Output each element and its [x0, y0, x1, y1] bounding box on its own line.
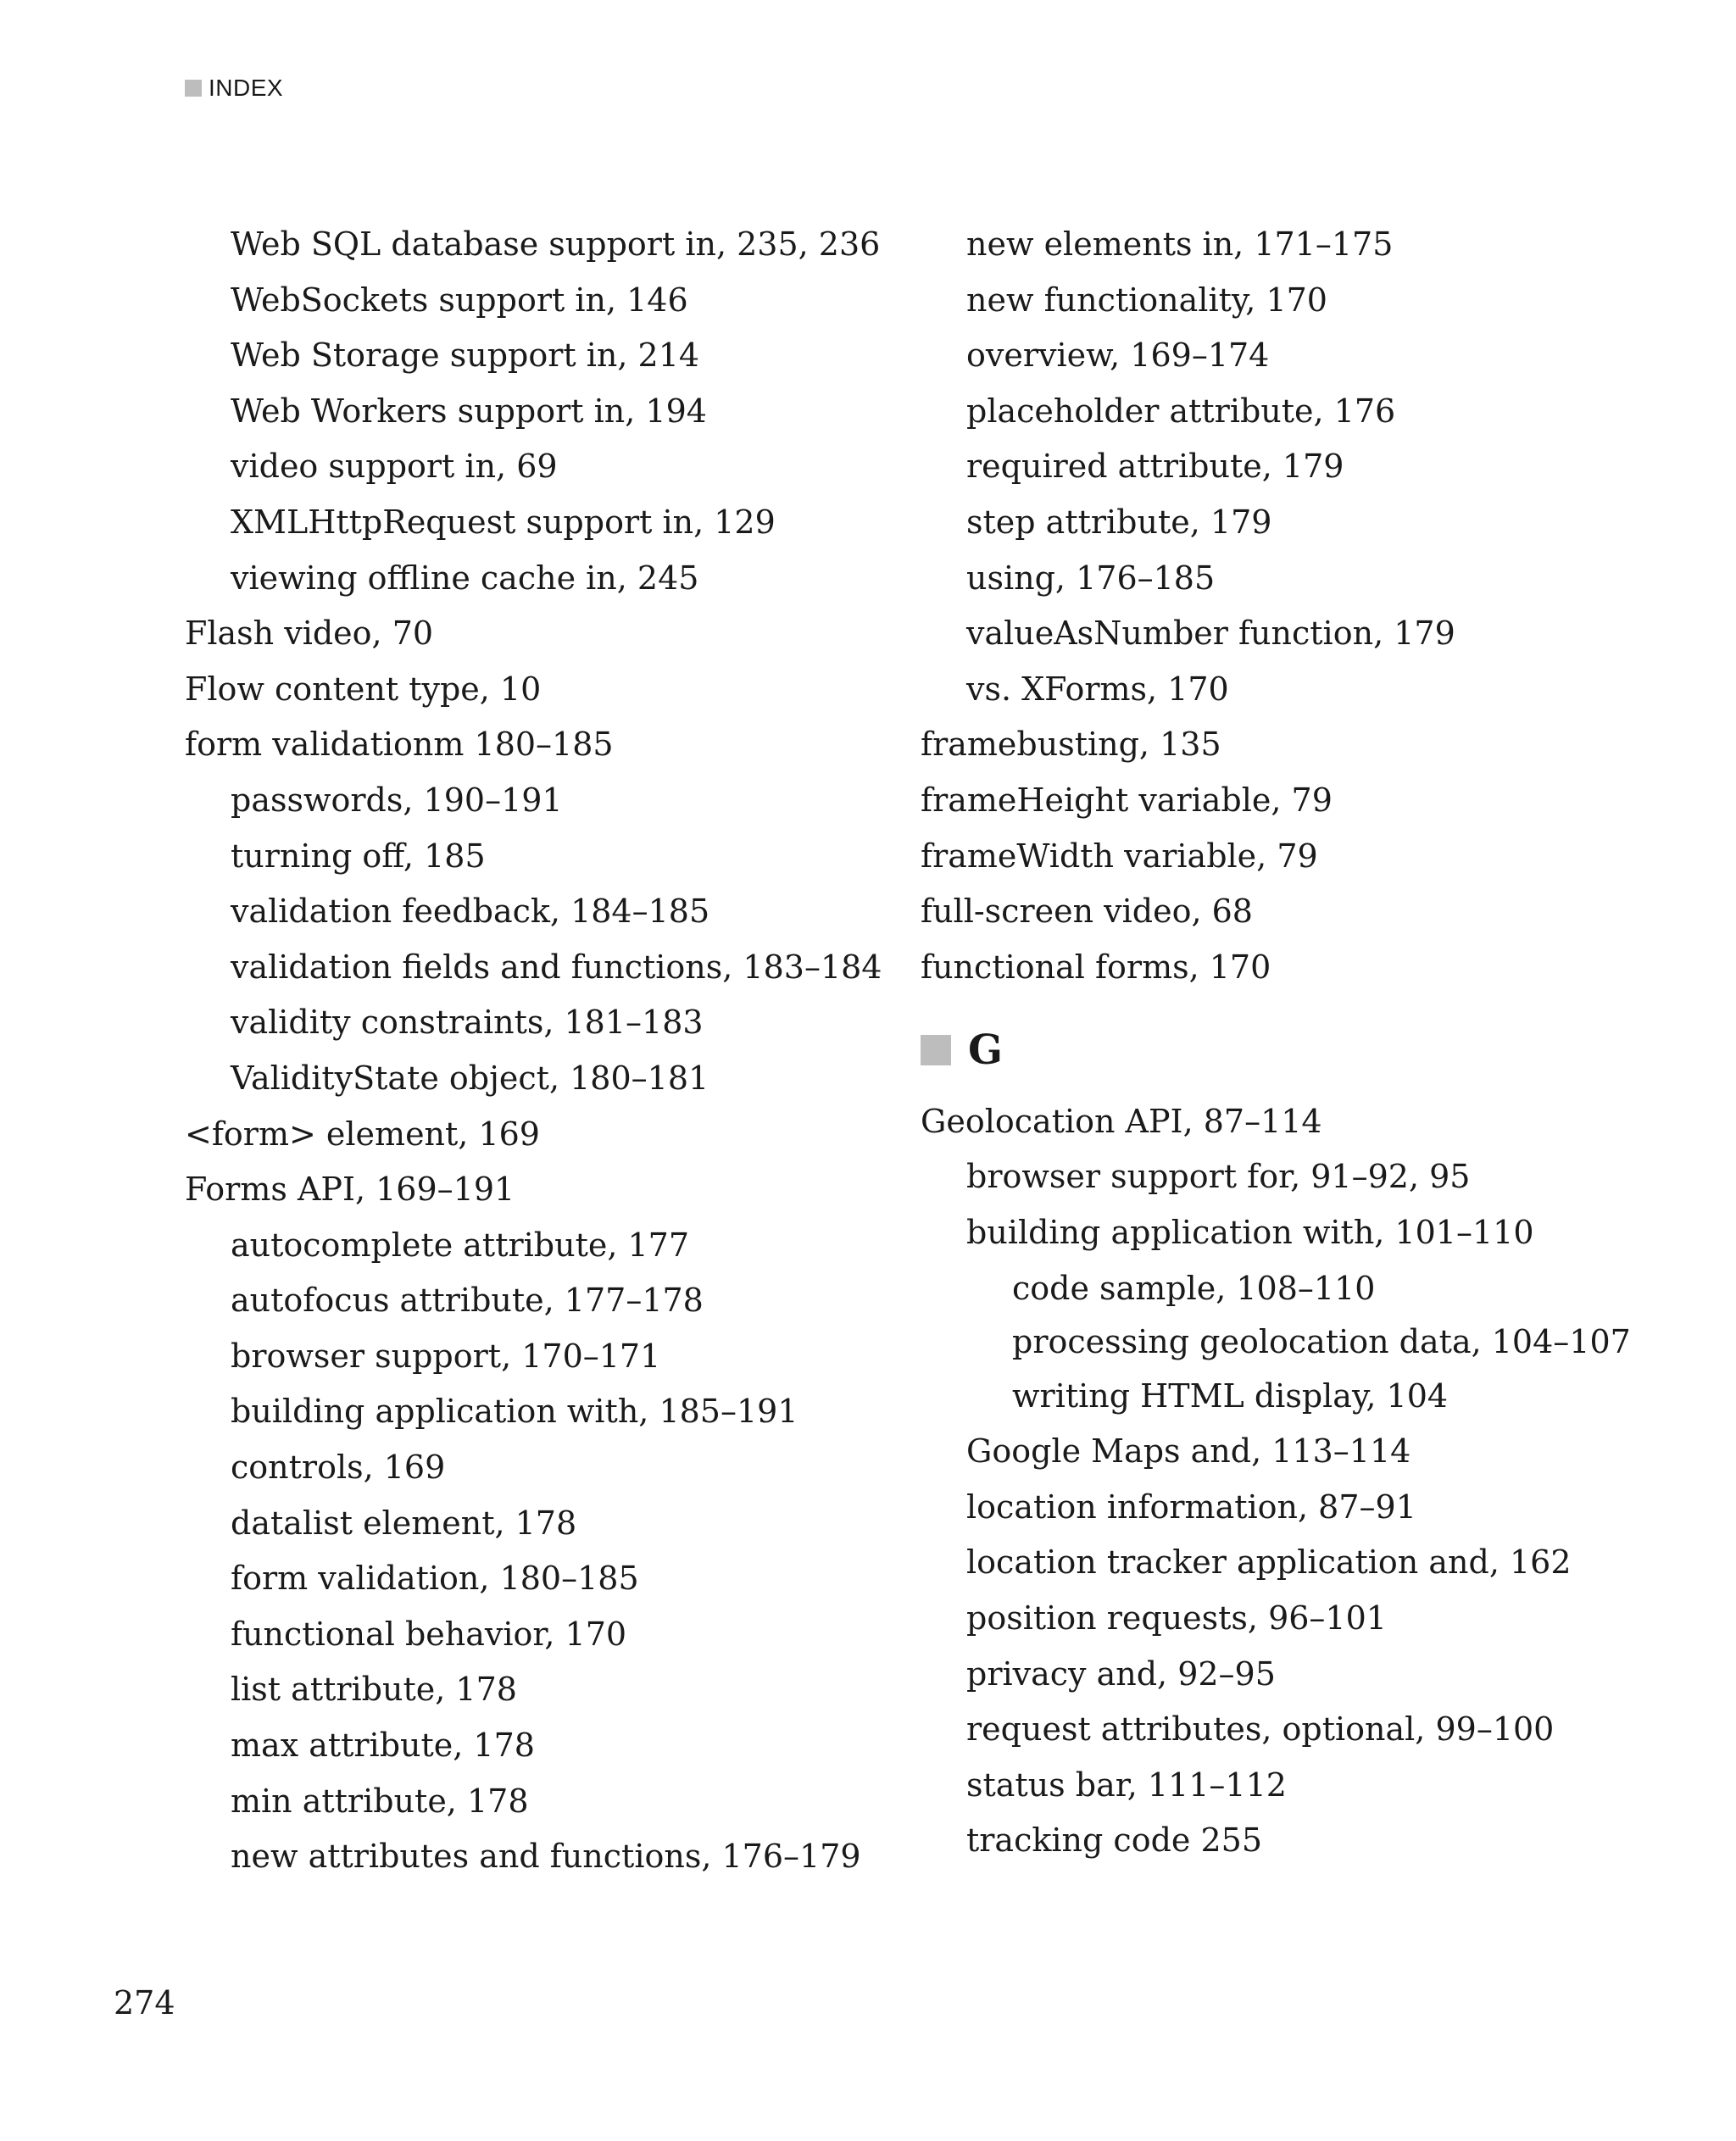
index-entry: ValidityState object, 180–181 — [231, 1059, 709, 1097]
index-entry: new functionality, 170 — [966, 281, 1327, 319]
index-entry: tracking code 255 — [966, 1821, 1263, 1860]
index-entry: using, 176–185 — [966, 559, 1216, 597]
page-number: 274 — [114, 1984, 175, 2021]
index-entry: functional behavior, 170 — [231, 1615, 627, 1653]
index-entry: video support in, 69 — [231, 448, 558, 486]
index-entry: viewing offline cache in, 245 — [231, 559, 699, 597]
index-column-right — [921, 225, 1650, 1877]
index-entry: datalist element, 178 — [231, 1504, 577, 1542]
index-entry: validation feedback, 184–185 — [231, 893, 710, 931]
index-entry: valueAsNumber function, 179 — [966, 614, 1455, 653]
index-entry: Geolocation API, 87–114 — [921, 1102, 1322, 1140]
index-entry: full-screen video, 68 — [921, 893, 1253, 931]
index-entry: building application with, 185–191 — [231, 1393, 798, 1431]
index-entry: validation fields and functions, 183–184 — [231, 948, 882, 986]
running-head — [185, 75, 283, 102]
index-entry: request attributes, optional, 99–100 — [966, 1710, 1555, 1749]
index-entry: passwords, 190–191 — [231, 781, 563, 819]
index-entry: XMLHttpRequest support in, 129 — [231, 503, 776, 541]
index-entry: frameWidth variable, 79 — [921, 837, 1318, 875]
index-entry: min attribute, 178 — [231, 1782, 529, 1820]
index-entry: Flash video, 70 — [185, 614, 434, 653]
index-entry: Web Storage support in, 214 — [231, 336, 700, 375]
index-entry: required attribute, 179 — [966, 448, 1344, 486]
index-entry: form validationm 180–185 — [185, 726, 614, 764]
index-entry: validity constraints, 181–183 — [231, 1004, 704, 1042]
index-entry: autocomplete attribute, 177 — [231, 1226, 690, 1264]
index-column-right-bottom — [921, 1102, 1650, 1860]
index-entry: position requests, 96–101 — [966, 1599, 1387, 1638]
index-entry: location tracker application and, 162 — [966, 1543, 1572, 1582]
index-entry: placeholder attribute, 176 — [966, 392, 1396, 430]
index-entry: framebusting, 135 — [921, 726, 1221, 764]
index-entry: list attribute, 178 — [231, 1671, 517, 1709]
section-heading-marker — [921, 1035, 951, 1065]
running-head-marker — [185, 80, 202, 97]
index-entry: Web SQL database support in, 235, 236 — [231, 225, 881, 263]
index-entry: Forms API, 169–191 — [185, 1171, 515, 1209]
index-entry: writing HTML display, 104 — [1012, 1376, 1449, 1415]
section-heading-g — [921, 1026, 1650, 1074]
index-column-right-top — [921, 225, 1650, 987]
index-entry: status bar, 111–112 — [966, 1766, 1287, 1804]
index-entry: form validation, 180–185 — [231, 1560, 639, 1598]
index-entry: step attribute, 179 — [966, 503, 1272, 541]
index-entry: autofocus attribute, 177–178 — [231, 1282, 704, 1320]
index-entry: building application with, 101–110 — [966, 1213, 1534, 1251]
index-entry: vs. XForms, 170 — [966, 670, 1229, 708]
running-head-label: INDEX — [209, 75, 284, 101]
section-letter: G — [968, 1026, 1003, 1074]
index-entry: WebSockets support in, 146 — [231, 281, 688, 319]
index-entry: functional forms, 170 — [921, 948, 1271, 986]
index-entry: frameHeight variable, 79 — [921, 781, 1333, 819]
index-entry: <form> element, 169 — [185, 1115, 540, 1153]
index-entry: browser support for, 91–92, 95 — [966, 1158, 1471, 1196]
index-entry: Web Workers support in, 194 — [231, 392, 707, 430]
index-column-left — [185, 225, 914, 1893]
index-entry: controls, 169 — [231, 1449, 446, 1487]
index-entry: privacy and, 92–95 — [966, 1654, 1276, 1693]
index-entry: code sample, 108–110 — [1012, 1269, 1376, 1307]
index-entry: new elements in, 171–175 — [966, 225, 1394, 263]
index-entry: new attributes and functions, 176–179 — [231, 1838, 861, 1876]
index-entry: Google Maps and, 113–114 — [966, 1432, 1411, 1471]
index-entry: processing geolocation data, 104–107 — [1012, 1323, 1631, 1361]
index-entry: Flow content type, 10 — [185, 670, 542, 708]
index-entry: turning off, 185 — [231, 837, 486, 875]
index-entry: overview, 169–174 — [966, 336, 1270, 375]
index-entry: max attribute, 178 — [231, 1727, 535, 1765]
index-entry: browser support, 170–171 — [231, 1337, 661, 1375]
index-entry: location information, 87–91 — [966, 1488, 1416, 1526]
